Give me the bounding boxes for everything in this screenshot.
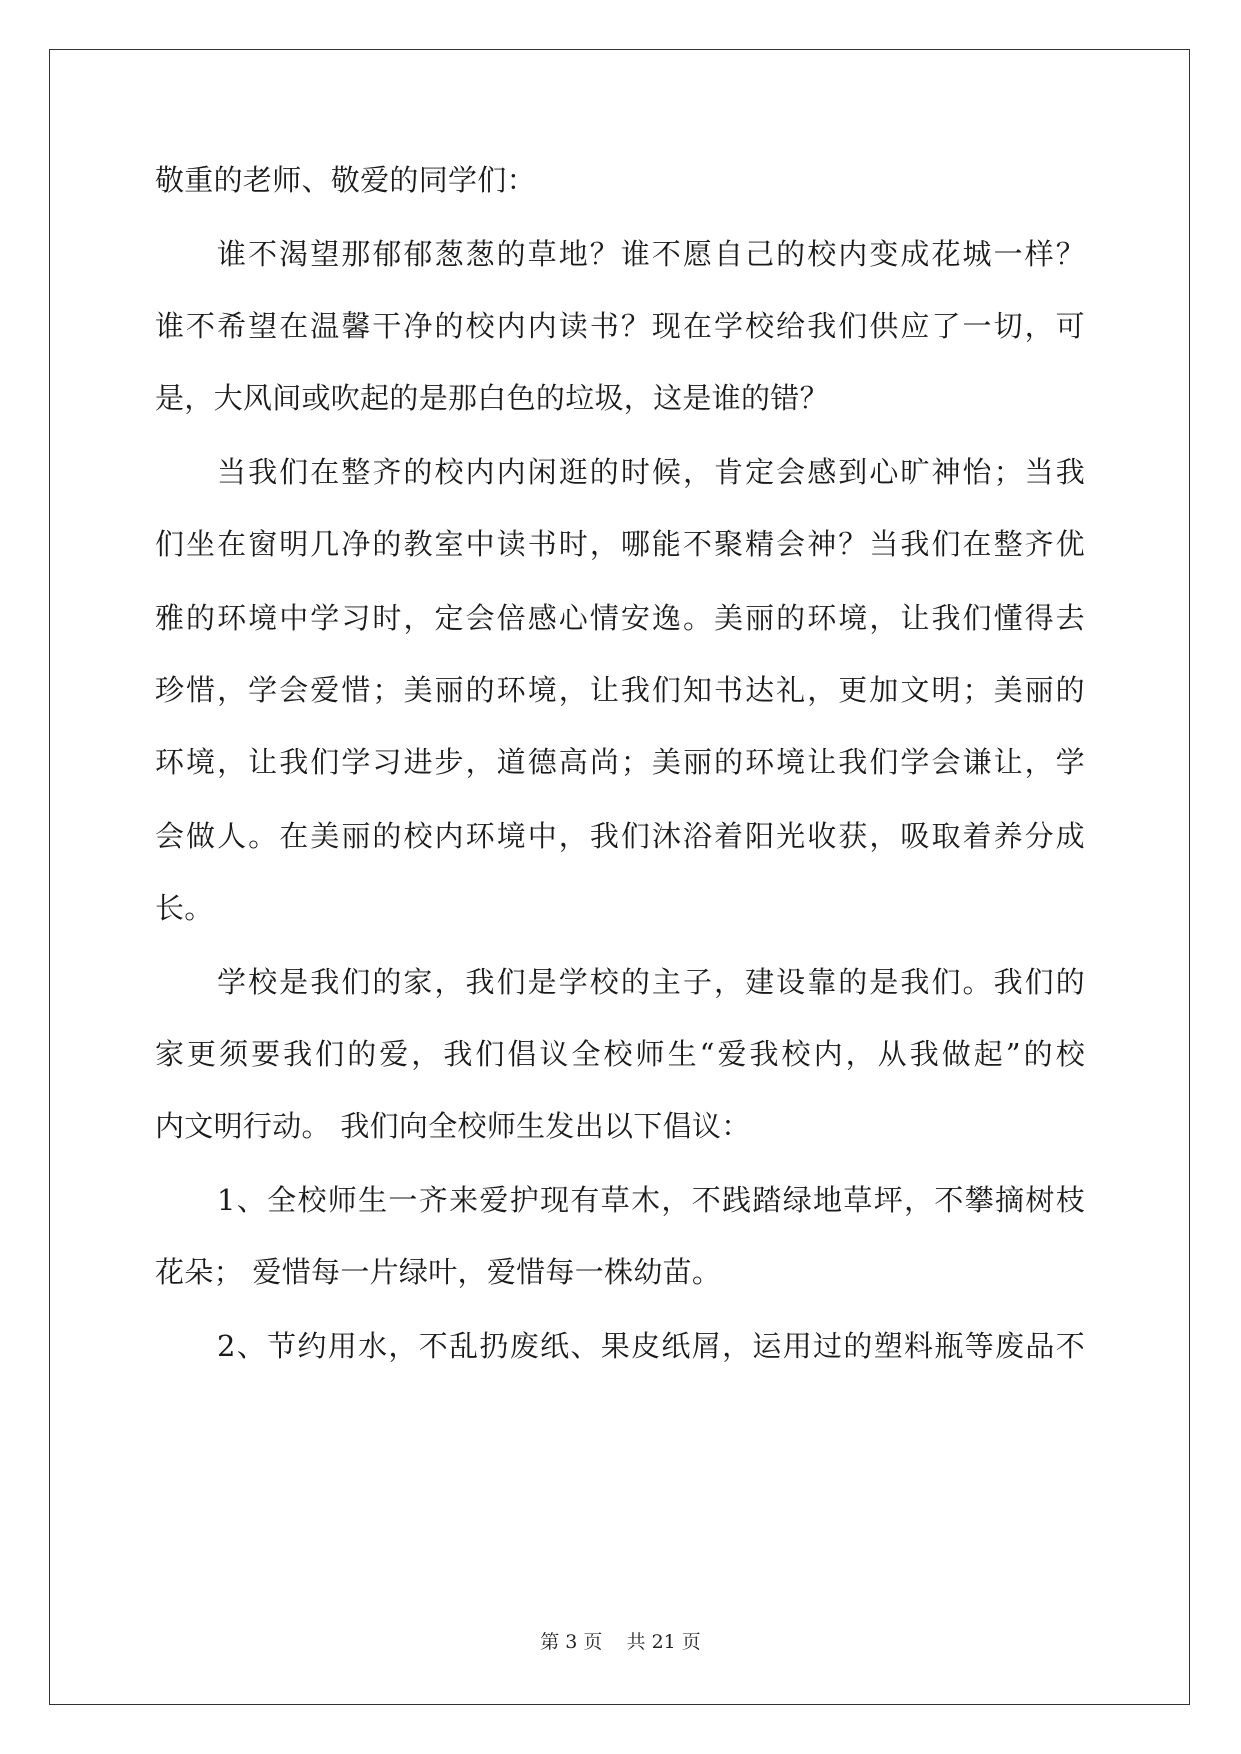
paragraph-line: 家更须要我们的爱，我们倡议全校师生“爱我校内，从我做起”的校: [155, 1037, 1085, 1071]
paragraph-line: 珍惜，学会爱惜；美丽的环境，让我们知书达礼，更加文明；美丽的: [155, 673, 1085, 707]
total-pages: 共 21 页: [626, 1631, 701, 1653]
paragraph-line: 当我们在整齐的校内内闲逛的时候，肯定会感到心旷神怡；当我: [217, 455, 1085, 489]
paragraph-line: 雅的环境中学习时，定会倍感心情安逸。美丽的环境，让我们懂得去: [155, 601, 1085, 635]
page-number: 第 3 页: [540, 1631, 603, 1653]
page-footer: [0, 1630, 1241, 1654]
paragraph-line: 内文明行动。 我们向全校师生发出以下倡议：: [155, 1109, 751, 1143]
list-item-line: 花朵； 爱惜每一片绿叶，爱惜每一株幼苗。: [155, 1255, 722, 1289]
paragraph-line: 环境，让我们学习进步，道德高尚；美丽的环境让我们学会谦让，学: [155, 745, 1085, 779]
list-item-line: 2、节约用水，不乱扔废纸、果皮纸屑，运用过的塑料瓶等废品不: [217, 1329, 1085, 1363]
paragraph-line: 长。: [155, 891, 214, 925]
paragraph-line: 谁不渴望那郁郁葱葱的草地？谁不愿自己的校内变成花城一样？: [217, 237, 1085, 271]
list-item-line: 1、全校师生一齐来爱护现有草木，不践踏绿地草坪，不攀摘树枝: [217, 1183, 1085, 1217]
paragraph-line: 学校是我们的家，我们是学校的主子，建设靠的是我们。我们的: [217, 965, 1085, 999]
page-border: [49, 49, 1190, 1705]
paragraph-line: 会做人。在美丽的校内环境中，我们沐浴着阳光收获，吸取着养分成: [155, 819, 1085, 853]
paragraph-line: 是，大风间或吹起的是那白色的垃圾，这是谁的错？: [155, 381, 829, 415]
paragraph-line: 谁不希望在温馨干净的校内内读书？现在学校给我们供应了一切，可: [155, 309, 1085, 343]
salutation-line: 敬重的老师、敬爱的同学们：: [155, 163, 536, 197]
paragraph-line: 们坐在窗明几净的教室中读书时，哪能不聚精会神？当我们在整齐优: [155, 527, 1085, 561]
